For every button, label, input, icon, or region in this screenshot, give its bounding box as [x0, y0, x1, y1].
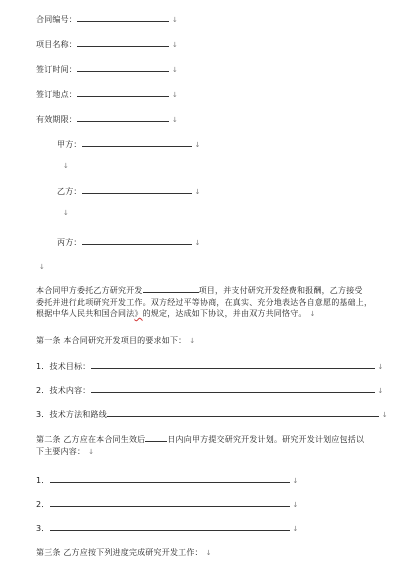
intro-line-1: 本合同甲方委托乙方研究开发 项目，并支付研究开发经费和报酬，乙方接受 — [36, 286, 363, 295]
party-a-label: 甲方： — [57, 140, 82, 149]
article-2-item-2: 2． ↓ — [36, 500, 299, 509]
tech-method-blank[interactable] — [107, 408, 379, 417]
plan-item-2-blank[interactable] — [50, 498, 290, 507]
article-2-paragraph — [36, 433, 364, 458]
paragraph-mark: ↓ — [189, 337, 196, 345]
project-name-blank[interactable] — [77, 38, 169, 47]
party-c-row — [57, 236, 201, 248]
contract-number-label: 合同编号： — [36, 15, 77, 24]
project-name-label: 项目名称： — [36, 40, 77, 49]
intro-line-3: 根据中华人民共和国合同法》的规定，达成如下协议，并由双方共同恪守。 ↓ — [36, 309, 316, 318]
party-a-row — [57, 138, 201, 150]
paragraph-mark: ↓ — [88, 447, 95, 456]
article-1-item-3: 3．技术方法和路线 ↓ — [36, 410, 388, 419]
spell-check-mark: 》 — [134, 309, 143, 318]
party-b-row — [57, 185, 201, 197]
party-c-blank[interactable] — [82, 236, 192, 245]
tech-goal-blank[interactable] — [91, 360, 375, 369]
article-2-line-2: 下主要内容： ↓ — [36, 446, 95, 456]
paragraph-mark: ↓ — [194, 141, 201, 149]
days-blank[interactable] — [145, 433, 167, 442]
empty-paragraph — [60, 161, 69, 171]
paragraph-mark: ↓ — [172, 16, 179, 24]
paragraph-mark: ↓ — [63, 162, 70, 170]
valid-period-blank[interactable] — [77, 113, 169, 122]
paragraph-mark: ↓ — [194, 188, 201, 196]
article-1-item-2: 2．技术内容： ↓ — [36, 386, 384, 395]
paragraph-mark: ↓ — [39, 263, 46, 271]
article-1-title: 第一条 本合同研究开发项目的要求如下： ↓ — [36, 336, 196, 345]
paragraph-mark: ↓ — [205, 549, 212, 557]
paragraph-mark: ↓ — [377, 387, 384, 395]
paragraph-mark: ↓ — [377, 363, 384, 371]
paragraph-mark: ↓ — [172, 91, 179, 99]
article-2-item-3: 3． ↓ — [36, 524, 299, 533]
article-1-item-1: 1．技术目标： ↓ — [36, 362, 384, 371]
article-3-title: 第三条 乙方应按下列进度完成研究开发工作： ↓ — [36, 548, 212, 557]
contract-number-row — [36, 13, 178, 25]
valid-period-label: 有效期限： — [36, 115, 77, 124]
intro-paragraph — [36, 284, 372, 321]
party-b-blank[interactable] — [82, 185, 192, 194]
empty-paragraph — [60, 208, 69, 218]
paragraph-mark: ↓ — [172, 66, 179, 74]
paragraph-mark: ↓ — [172, 41, 179, 49]
valid-period-row — [36, 113, 178, 125]
project-name-row — [36, 38, 178, 50]
sign-place-label: 签订地点： — [36, 90, 77, 99]
party-b-label: 乙方： — [57, 187, 82, 196]
article-2-item-1: 1． ↓ — [36, 476, 299, 485]
tech-content-blank[interactable] — [91, 384, 375, 393]
project-blank[interactable] — [143, 284, 199, 293]
paragraph-mark: ↓ — [309, 310, 316, 318]
sign-place-row — [36, 88, 178, 100]
paragraph-mark: ↓ — [172, 116, 179, 124]
paragraph-mark: ↓ — [194, 239, 201, 247]
sign-time-blank[interactable] — [77, 63, 169, 72]
article-2-line-1: 第二条 乙方应在本合同生效后 日内向甲方提交研究开发计划。研究开发计划应包括以 — [36, 435, 365, 444]
paragraph-mark: ↓ — [63, 209, 70, 217]
intro-line-2: 委托并进行此项研究开发工作。双方经过平等协商，在真实、充分地表达各自意愿的基础上， — [36, 297, 373, 307]
paragraph-mark: ↓ — [292, 477, 299, 485]
paragraph-mark: ↓ — [292, 501, 299, 509]
contract-number-blank[interactable] — [77, 13, 169, 22]
party-c-label: 丙方： — [57, 238, 82, 247]
paragraph-mark: ↓ — [381, 411, 388, 419]
plan-item-3-blank[interactable] — [50, 522, 290, 531]
plan-item-1-blank[interactable] — [50, 474, 290, 483]
paragraph-mark: ↓ — [292, 525, 299, 533]
empty-paragraph — [36, 262, 45, 272]
sign-place-blank[interactable] — [77, 88, 169, 97]
sign-time-row — [36, 63, 178, 75]
sign-time-label: 签订时间： — [36, 65, 77, 74]
party-a-blank[interactable] — [82, 138, 192, 147]
